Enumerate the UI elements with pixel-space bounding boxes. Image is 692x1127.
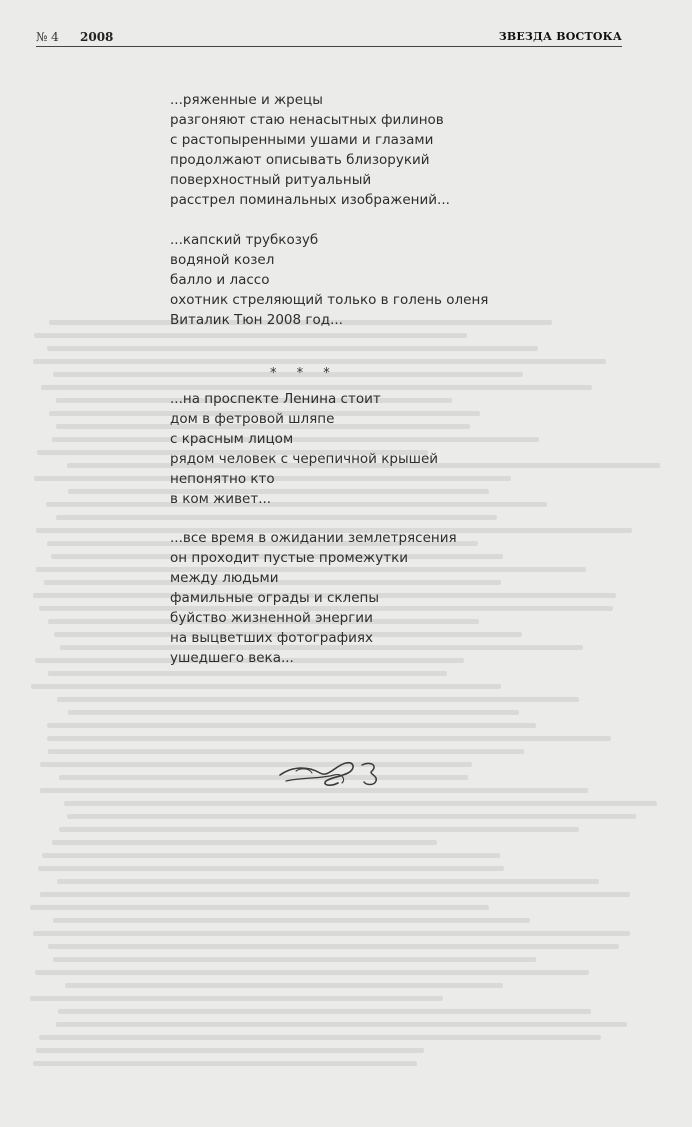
poem-line: он проходит пустые промежутки [170,550,408,566]
bleed-row [48,944,619,949]
bleed-row [58,1009,591,1014]
bleed-row [39,1035,601,1040]
poem-line: рядом человек с черепичной крышей [170,451,439,467]
poem-line: продолжают описывать близорукий [170,152,430,168]
bleed-row [68,710,519,715]
bleed-row [48,749,524,754]
poem-line: ...ряженные и жрецы [170,92,323,108]
poem-line: ...капский трубкозуб [170,232,319,248]
bleed-row [67,814,636,819]
bleed-row [35,970,589,975]
bleed-row [47,346,538,351]
bleed-row [53,957,536,962]
poem-line: фамильные ограды и склепы [170,590,379,606]
bleed-row [40,762,472,767]
poem-stanza-3 [170,389,438,509]
bleed-row [31,684,501,689]
running-header [36,30,622,50]
bleed-row [53,918,530,923]
bleed-row [56,515,497,520]
poem-stanza-2 [170,230,488,330]
poem-line: ушедшего века... [170,650,294,666]
bleed-row [34,333,467,338]
bleed-row [48,671,447,676]
bleed-row [36,1048,424,1053]
poem-line: ...на проспекте Ленина стоит [170,391,381,407]
poem-line: между людьми [170,570,279,586]
poem-line: охотник стреляющий только в голень оленя [170,292,489,308]
bleed-row [40,892,630,897]
bleed-row [47,736,611,741]
poem-line: балло и лассо [170,272,270,288]
poem-line: поверхностный ритуальный [170,172,372,188]
bleed-row [38,866,504,871]
bleed-row [33,1061,417,1066]
journal-title: ЗВЕЗДА ВОСТОКА [498,30,622,43]
issue-number: № 4 [36,30,59,44]
bleed-row [57,879,599,884]
poem-line: дом в фетровой шляпе [170,411,335,427]
bleed-row [57,697,579,702]
bleed-row [65,983,503,988]
bleed-row [33,359,606,364]
issue-year: 2008 [80,30,114,44]
bleed-row [56,1022,627,1027]
signature-flourish [276,755,386,791]
poem-line: водяной козел [170,252,275,268]
bleed-row [30,905,489,910]
poem-line: с красным лицом [170,431,294,447]
poem-line: с растопыренными ушами и глазами [170,132,434,148]
poem-line: в ком живет... [170,491,272,507]
poem-line: ...все время в ожидании землетрясения [170,530,457,546]
bleed-row [42,853,500,858]
bleed-row [64,801,657,806]
poem-stanza-1 [170,90,450,210]
poem-line: на выцветших фотографиях [170,630,374,646]
poem-line: разгоняют стаю ненасытных филинов [170,112,444,128]
header-rule [36,46,622,47]
bleed-row [59,827,579,832]
section-divider-asterisks: * * * [270,366,338,381]
poem-line: расстрел поминальных изображений... [170,192,450,208]
poem-line: Виталик Тюн 2008 год... [170,312,343,328]
poem-stanza-4 [170,528,457,668]
bleed-row [30,996,443,1001]
poem-line: буйство жизненной энергии [170,610,373,626]
bleed-row [59,775,468,780]
bleed-row [52,840,437,845]
bleed-row [47,723,536,728]
bleed-row [33,931,630,936]
poem-line: непонятно кто [170,471,275,487]
